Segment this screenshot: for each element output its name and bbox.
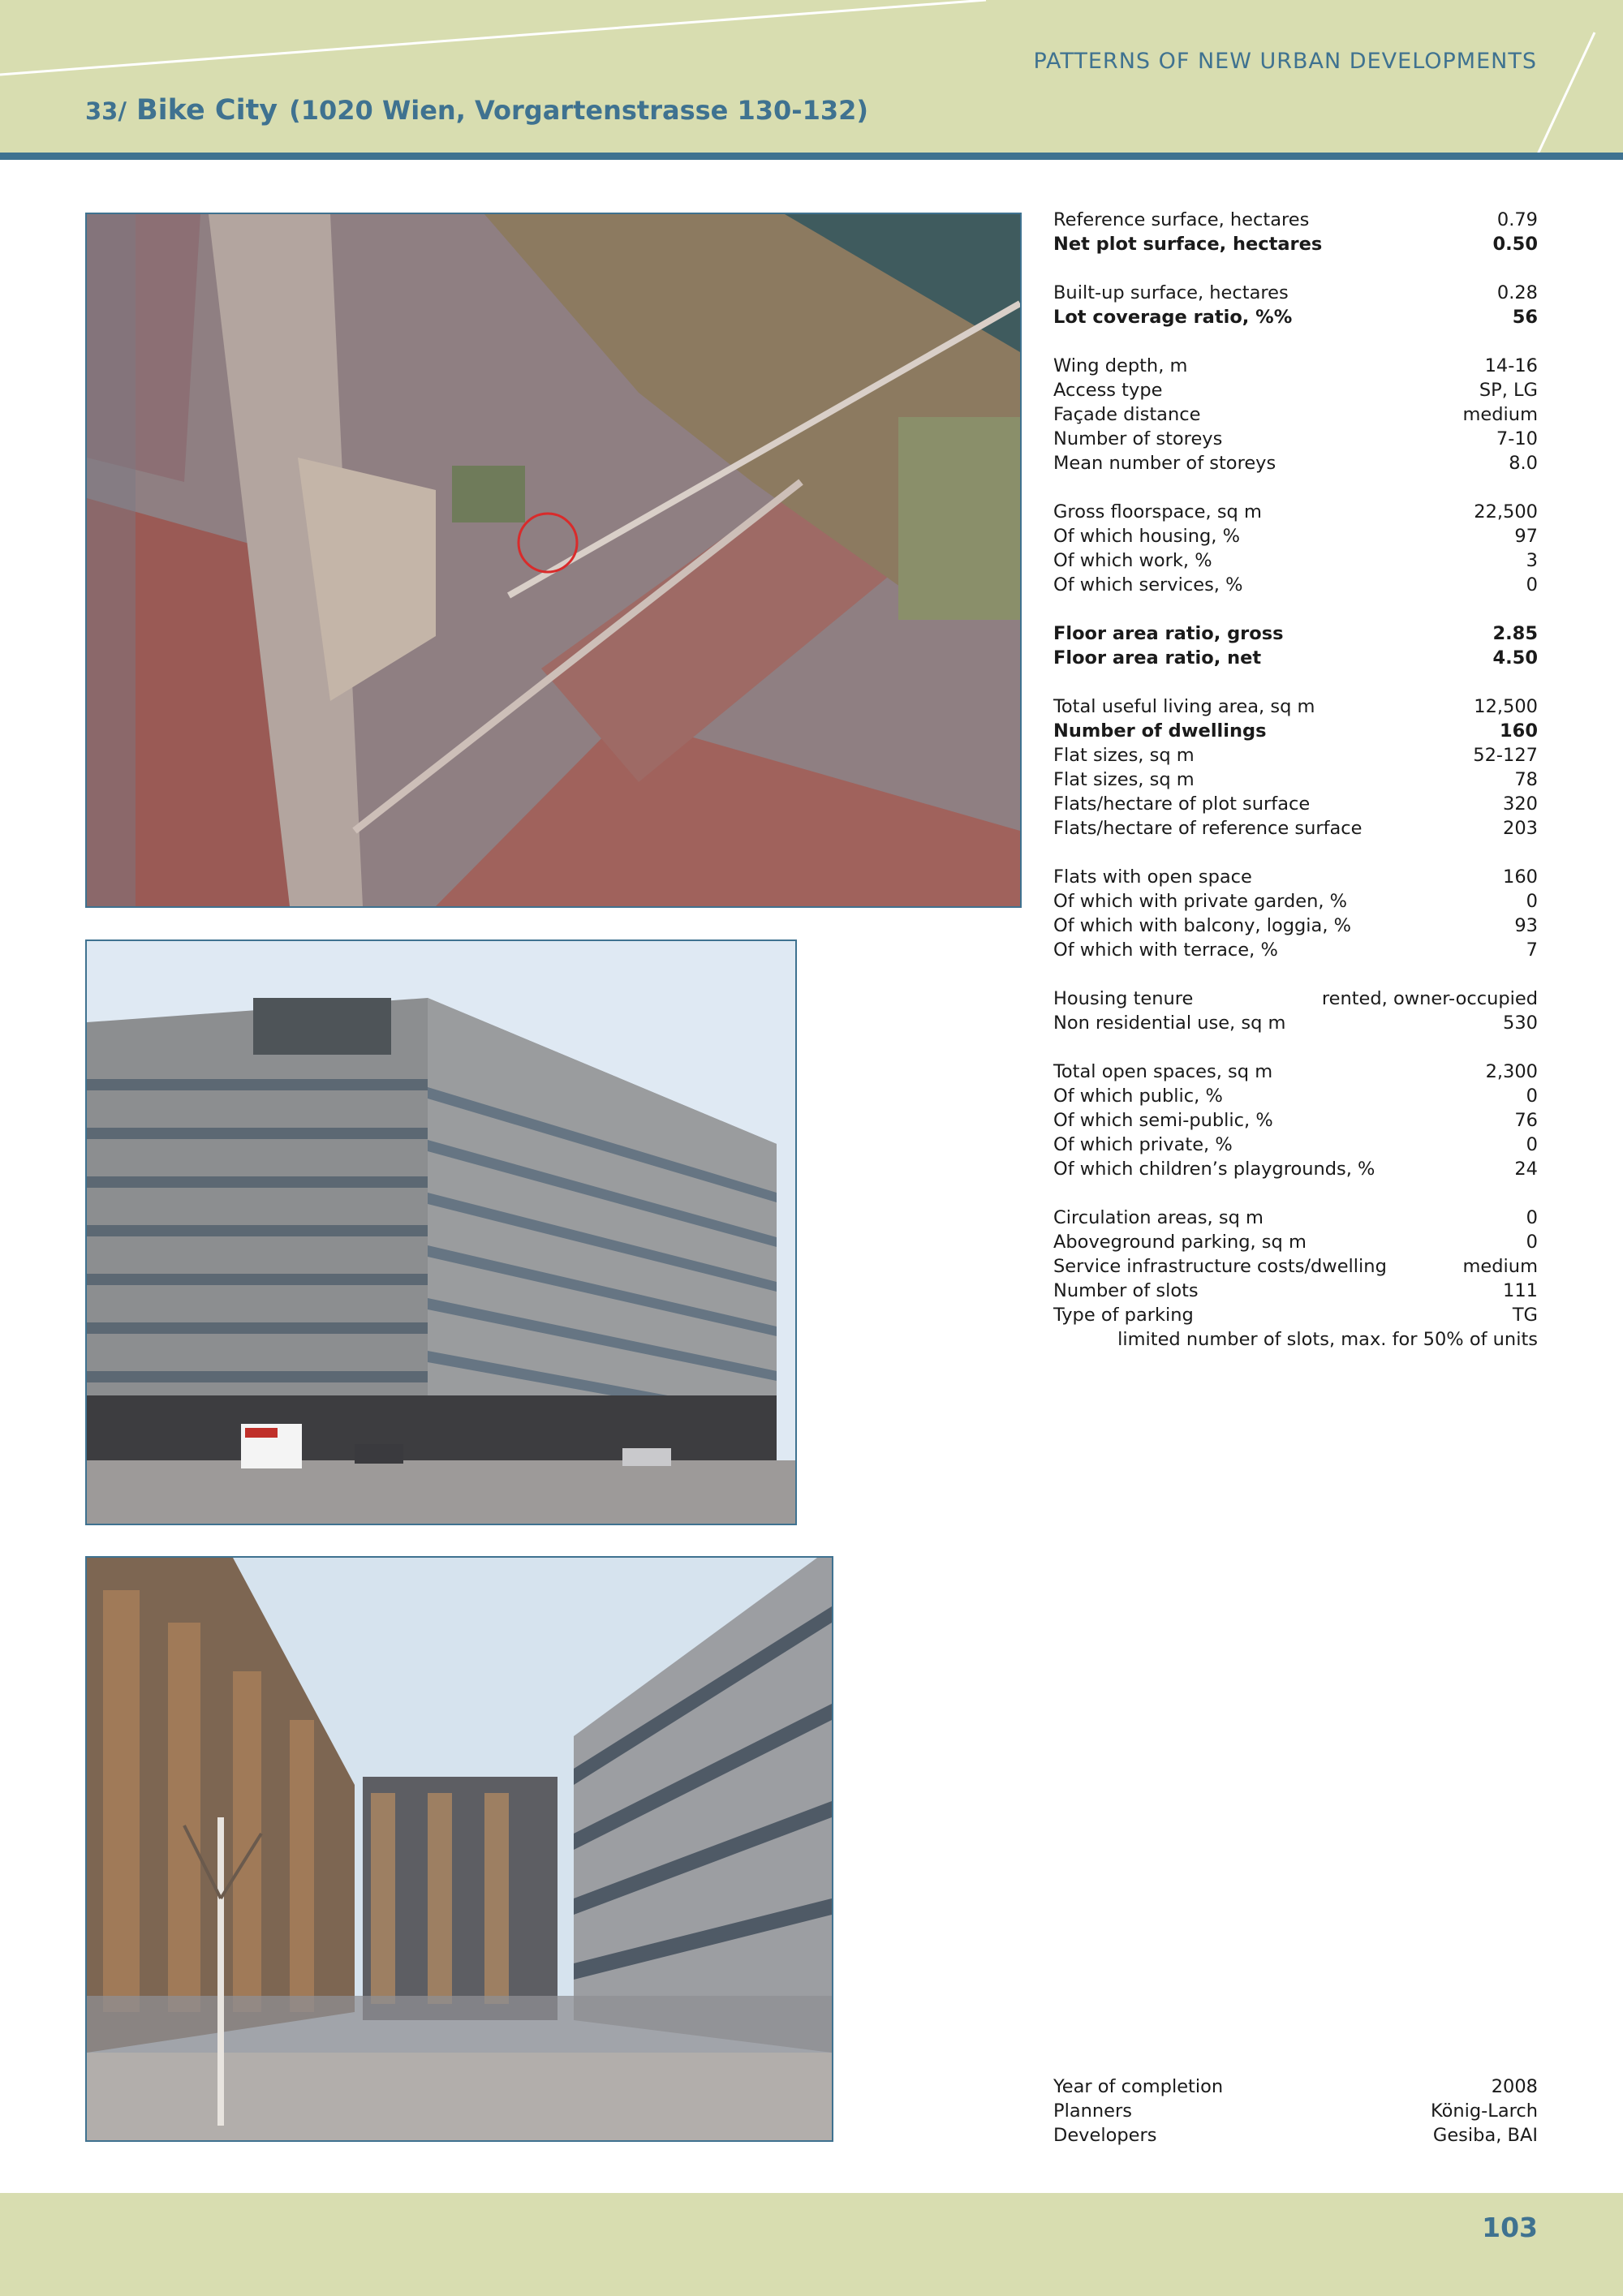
stat-label: Type of parking [1053,1305,1194,1326]
stat-row [1053,938,1538,962]
stat-label: Gross floorspace, sq m [1053,501,1262,522]
stat-label: Reference surface, hectares [1053,209,1310,230]
stat-label: Flats/hectare of reference surface [1053,818,1363,839]
aerial-photo [85,213,1022,908]
stat-value: 52-127 [1473,745,1538,766]
stat-label: Of which private, % [1053,1134,1233,1155]
stat-label: Of which children’s playgrounds, % [1053,1159,1375,1180]
project-credits [1053,2075,1538,2148]
credit-row [1053,2123,1538,2148]
stat-value: 160 [1503,866,1538,888]
stat-row [1053,427,1538,451]
stat-label: Of which with terrace, % [1053,939,1278,961]
stat-label: Of which housing, % [1053,526,1240,547]
stat-value: 3 [1526,550,1538,571]
stat-label: Number of slots [1053,1280,1199,1301]
stat-value: 93 [1514,915,1538,936]
stat-label: Net plot surface, hectares [1053,234,1323,255]
stat-row [1053,646,1538,670]
credit-row [1053,2099,1538,2123]
stat-row [1053,621,1538,646]
stat-label: Floor area ratio, gross [1053,623,1284,644]
stat-row [1053,865,1538,889]
stat-value: 530 [1503,1013,1538,1034]
stat-row [1053,548,1538,573]
stat-label: Mean number of storeys [1053,453,1276,474]
stat-label: Number of storeys [1053,428,1223,449]
stat-row [1053,694,1538,719]
stat-label: Housing tenure [1053,988,1194,1009]
stat-label: Total open spaces, sq m [1053,1061,1273,1082]
stat-value: 0.50 [1492,234,1538,255]
stat-label: Circulation areas, sq m [1053,1207,1264,1228]
project-number: 33/ [85,97,127,125]
stat-value: 14-16 [1484,355,1538,376]
stat-row [1053,451,1538,475]
stat-row [1053,1254,1538,1279]
project-statistics [1053,208,1538,1352]
stat-row [1053,1206,1538,1230]
stat-value: 0 [1526,891,1538,912]
stat-row [1053,500,1538,524]
stat-label: Built-up surface, hectares [1053,282,1289,303]
stat-value: 320 [1503,793,1538,815]
stat-row [1053,281,1538,305]
stat-row [1053,378,1538,402]
stat-label: Aboveground parking, sq m [1053,1232,1307,1253]
stat-value: 78 [1514,769,1538,790]
stat-label: Non residential use, sq m [1053,1013,1286,1034]
credit-label: Developers [1053,2125,1157,2146]
stat-row [1053,1279,1538,1303]
stat-label: Floor area ratio, net [1053,647,1262,669]
credit-label: Year of completion [1053,2076,1224,2097]
stat-value: 12,500 [1474,696,1538,717]
stat-label: Flats/hectare of plot surface [1053,793,1311,815]
page-header [0,0,1623,154]
stat-value: 4.50 [1492,647,1538,669]
stat-value: 24 [1514,1159,1538,1180]
stat-value: medium [1462,1256,1538,1277]
stat-value: 97 [1514,526,1538,547]
stat-value: 2,300 [1485,1061,1538,1082]
stat-value: 7 [1526,939,1538,961]
stat-value: 0 [1526,574,1538,595]
project-name: Bike City [136,94,278,127]
stat-row [1053,208,1538,232]
credit-value: 2008 [1491,2076,1538,2097]
stat-value: SP, LG [1479,380,1538,401]
stat-value: 0 [1526,1086,1538,1107]
stat-label: Of which public, % [1053,1086,1223,1107]
stat-row [1053,1084,1538,1108]
stat-value: rented, owner-occupied [1321,988,1538,1009]
page-footer [0,2193,1623,2296]
stat-row [1053,1011,1538,1035]
stat-row [1053,816,1538,841]
stat-label: Of which semi-public, % [1053,1110,1273,1131]
stat-row [1053,719,1538,743]
stat-value: 0 [1526,1207,1538,1228]
building-photo [85,939,797,1525]
stat-value: 111 [1503,1280,1538,1301]
stat-row [1053,232,1538,256]
stat-label: Flat sizes, sq m [1053,745,1195,766]
credit-value: Gesiba, BAI [1432,2125,1538,2146]
stat-label: Access type [1053,380,1163,401]
stat-row [1053,987,1538,1011]
stat-value: 0.79 [1496,209,1538,230]
project-address: (1020 Wien, Vorgartenstrasse 130-132) [289,95,868,126]
stat-label: Lot coverage ratio, %% [1053,307,1293,328]
stat-value: 22,500 [1474,501,1538,522]
stat-row [1053,1303,1538,1327]
header-rule [0,153,1623,160]
credit-row [1053,2075,1538,2099]
stat-label: Of which services, % [1053,574,1243,595]
stat-row [1053,354,1538,378]
stat-value: TG [1512,1305,1538,1326]
stat-value: 8.0 [1509,453,1538,474]
header-decoration [0,0,1623,154]
stat-row [1053,305,1538,329]
stat-label: Number of dwellings [1053,720,1267,742]
stat-label: Wing depth, m [1053,355,1188,376]
stat-value: medium [1462,404,1538,425]
stat-row [1053,743,1538,767]
stat-value: 203 [1503,818,1538,839]
stat-value: 76 [1514,1110,1538,1131]
series-title: PATTERNS OF NEW URBAN DEVELOPMENTS [1033,49,1537,74]
stat-row [1053,573,1538,597]
stat-label: Façade distance [1053,404,1201,425]
stat-value: 0 [1526,1232,1538,1253]
stat-label: Service infrastructure costs/dwelling [1053,1256,1387,1277]
stat-label: Of which with balcony, loggia, % [1053,915,1352,936]
stat-row [1053,1108,1538,1133]
stat-row [1053,402,1538,427]
stat-row [1053,914,1538,938]
stat-value: 2.85 [1492,623,1538,644]
stat-row [1053,1157,1538,1181]
credit-value: König-Larch [1430,2100,1538,2122]
stat-value: 0 [1526,1134,1538,1155]
page-title [85,94,868,127]
stat-label: Of which with private garden, % [1053,891,1348,912]
stat-value: 7-10 [1496,428,1538,449]
stat-value: 56 [1512,307,1538,328]
parking-note: limited number of slots, max. for 50% of units [1117,1329,1538,1350]
courtyard-photo [85,1556,833,2142]
stat-row [1053,524,1538,548]
stat-label: Of which work, % [1053,550,1212,571]
stat-row [1053,889,1538,914]
stat-label: Flat sizes, sq m [1053,769,1195,790]
page-number: 103 [1482,2212,1538,2243]
stat-row [1053,792,1538,816]
stat-value: 160 [1500,720,1538,742]
stat-row [1053,767,1538,792]
stat-label: Total useful living area, sq m [1053,696,1315,717]
stat-label: Flats with open space [1053,866,1252,888]
stat-row [1053,1230,1538,1254]
stat-value: 0.28 [1496,282,1538,303]
credit-label: Planners [1053,2100,1132,2122]
stat-row [1053,1133,1538,1157]
stat-row [1053,1060,1538,1084]
